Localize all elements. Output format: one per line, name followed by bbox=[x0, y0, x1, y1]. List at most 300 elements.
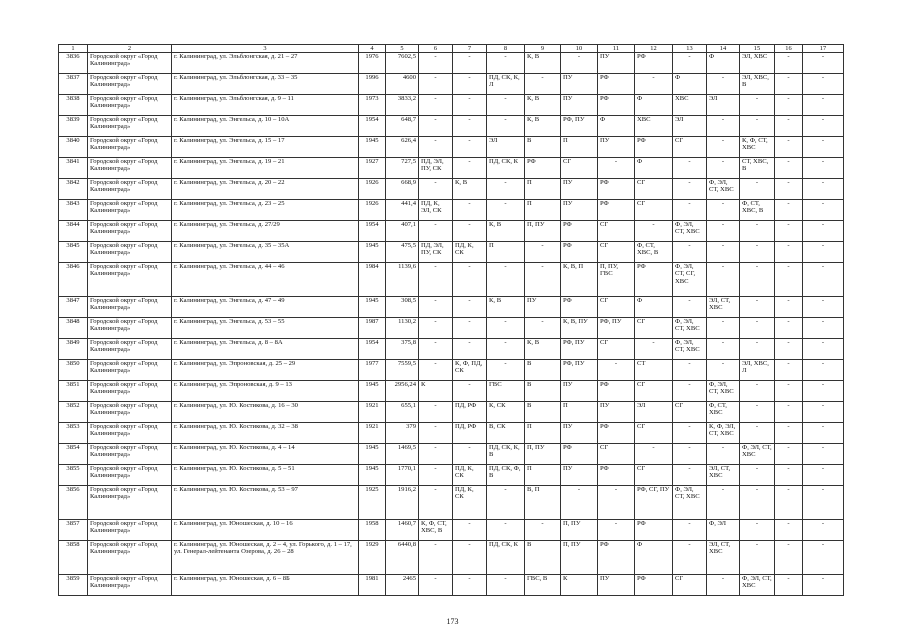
table-cell: - bbox=[673, 179, 707, 200]
column-number-cell: 1 bbox=[59, 45, 88, 53]
table-cell: 1984 bbox=[359, 263, 386, 297]
table-cell: СГ bbox=[635, 200, 673, 221]
table-cell: - bbox=[453, 116, 487, 137]
table-cell: К, В bbox=[525, 95, 561, 116]
table-cell: - bbox=[803, 221, 844, 242]
table-cell: - bbox=[775, 116, 803, 137]
table-cell: - bbox=[740, 541, 775, 575]
table-cell: К, Ф, СТ, ХВС, В bbox=[419, 520, 453, 541]
table-cell: СГ bbox=[635, 179, 673, 200]
table-cell: - bbox=[803, 339, 844, 360]
table-cell: СГ bbox=[635, 381, 673, 402]
table-cell: Городской округ «Город Калининград» bbox=[88, 297, 172, 318]
table-cell: - bbox=[419, 221, 453, 242]
table-cell: РФ bbox=[561, 221, 598, 242]
table-cell: Ф, ЭЛ, СТ, ХВС bbox=[673, 318, 707, 339]
table-cell: 2956,24 bbox=[386, 381, 419, 402]
table-row bbox=[59, 137, 844, 158]
table-cell: - bbox=[775, 74, 803, 95]
table-row bbox=[59, 444, 844, 465]
table-cell: - bbox=[775, 339, 803, 360]
table-cell: - bbox=[740, 242, 775, 263]
table-cell: г. Калининград, ул. Ю. Костикова, д. 16 – 30 bbox=[172, 402, 359, 423]
table-cell: г. Калининград, ул. Энгельса, д. 44 – 46 bbox=[172, 263, 359, 297]
table-cell: ХВС bbox=[635, 116, 673, 137]
table-cell: - bbox=[673, 465, 707, 486]
table-cell: 1945 bbox=[359, 381, 386, 402]
table-cell: - bbox=[487, 179, 525, 200]
table-cell: Городской округ «Город Калининград» bbox=[88, 74, 172, 95]
table-cell: ЭЛ, ХВС, В bbox=[740, 74, 775, 95]
table-cell: - bbox=[419, 444, 453, 465]
table-cell: - bbox=[419, 116, 453, 137]
table-cell: - bbox=[525, 242, 561, 263]
table-cell: - bbox=[803, 74, 844, 95]
table-cell: г. Калининград, ул. Ю. Костикова, д. 53 – 97 bbox=[172, 486, 359, 520]
table-cell: - bbox=[453, 200, 487, 221]
table-cell: Ф bbox=[707, 53, 740, 74]
table-cell: Ф, СТ, ХВС, В bbox=[740, 200, 775, 221]
table-cell: - bbox=[740, 402, 775, 423]
table-cell: - bbox=[775, 137, 803, 158]
table-cell: - bbox=[775, 242, 803, 263]
table-cell: Городской округ «Город Калининград» bbox=[88, 465, 172, 486]
table-cell: Городской округ «Город Калининград» bbox=[88, 318, 172, 339]
table-cell: - bbox=[775, 263, 803, 297]
table-cell: П bbox=[525, 423, 561, 444]
table-cell: К bbox=[419, 381, 453, 402]
table-cell: 1945 bbox=[359, 465, 386, 486]
table-cell: - bbox=[453, 221, 487, 242]
table-cell: ГВС, В bbox=[525, 575, 561, 596]
table-cell: ПД, ЭЛ, ПУ, СК bbox=[419, 242, 453, 263]
table-cell: 648,7 bbox=[386, 116, 419, 137]
table-cell: РФ bbox=[598, 465, 635, 486]
table-cell: - bbox=[453, 381, 487, 402]
table-cell: РФ bbox=[635, 53, 673, 74]
table-cell: - bbox=[635, 444, 673, 465]
table-cell: Городской округ «Город Калининград» bbox=[88, 381, 172, 402]
table-cell: - bbox=[740, 221, 775, 242]
table-cell: - bbox=[487, 53, 525, 74]
table-cell: 3850 bbox=[59, 360, 88, 381]
table-cell: - bbox=[453, 520, 487, 541]
table-cell: П bbox=[525, 200, 561, 221]
table-cell: ПД, СК, К, В bbox=[487, 444, 525, 465]
table-cell: К, В, ПУ bbox=[561, 318, 598, 339]
table-cell: ЭЛ bbox=[635, 402, 673, 423]
table-cell: г. Калининград, ул. Ю. Костикова, д. 4 – 14 bbox=[172, 444, 359, 465]
table-cell: Ф bbox=[635, 95, 673, 116]
table-cell: - bbox=[673, 444, 707, 465]
table-cell: - bbox=[598, 158, 635, 179]
table-cell: - bbox=[740, 179, 775, 200]
table-cell: - bbox=[775, 360, 803, 381]
table-cell: - bbox=[673, 541, 707, 575]
table-cell: - bbox=[707, 339, 740, 360]
table-cell: - bbox=[775, 297, 803, 318]
table-cell: - bbox=[487, 360, 525, 381]
table-cell: ПД, СК, К bbox=[487, 541, 525, 575]
table-cell: г. Калининград, ул. Энгельса, д. 35 – 35А bbox=[172, 242, 359, 263]
table-cell: Городской округ «Город Калининград» bbox=[88, 360, 172, 381]
table-cell: - bbox=[775, 200, 803, 221]
table-cell: Городской округ «Город Калининград» bbox=[88, 95, 172, 116]
table-cell: г. Калининград, ул. Юношеская, д. 10 – 16 bbox=[172, 520, 359, 541]
table-cell: ПД, ЭЛ, ПУ, СК bbox=[419, 158, 453, 179]
table-cell: Городской округ «Город Калининград» bbox=[88, 444, 172, 465]
table-cell: Ф, ЭЛ, СТ, ХВС bbox=[673, 486, 707, 520]
table-cell: - bbox=[740, 423, 775, 444]
table-cell: г. Калининград, ул. Юношеская, д. 6 – 8Б bbox=[172, 575, 359, 596]
table-row bbox=[59, 402, 844, 423]
table-cell: - bbox=[707, 486, 740, 520]
table-row bbox=[59, 318, 844, 339]
table-row bbox=[59, 200, 844, 221]
table-cell: Ф bbox=[635, 297, 673, 318]
table-cell: П, ПУ, ГВС bbox=[598, 263, 635, 297]
table-cell: 655,1 bbox=[386, 402, 419, 423]
table-cell: К, В bbox=[525, 339, 561, 360]
table-cell: г. Калининград, ул. Энгельса, д. 10 – 10А bbox=[172, 116, 359, 137]
table-cell: П bbox=[525, 179, 561, 200]
table-cell: - bbox=[803, 444, 844, 465]
table-cell: - bbox=[740, 339, 775, 360]
table-cell: - bbox=[487, 318, 525, 339]
table-cell: 3848 bbox=[59, 318, 88, 339]
table-cell: ПД, РФ bbox=[453, 423, 487, 444]
table-cell: 3854 bbox=[59, 444, 88, 465]
table-cell: 1926 bbox=[359, 200, 386, 221]
table-cell: ЭЛ bbox=[487, 137, 525, 158]
table-cell: СГ bbox=[635, 465, 673, 486]
table-cell: 3842 bbox=[59, 179, 88, 200]
table-cell: К, В, П bbox=[561, 263, 598, 297]
table-cell: 3841 bbox=[59, 158, 88, 179]
table-row bbox=[59, 486, 844, 520]
table-cell: ПУ bbox=[561, 200, 598, 221]
table-row bbox=[59, 221, 844, 242]
table-cell: 3839 bbox=[59, 116, 88, 137]
table-cell: - bbox=[673, 158, 707, 179]
table-cell: РФ bbox=[635, 137, 673, 158]
table-cell: ПД, РФ bbox=[453, 402, 487, 423]
column-number-cell: 10 bbox=[561, 45, 598, 53]
table-cell: РФ bbox=[598, 95, 635, 116]
table-cell: г. Калининград, ул. Ю. Костикова, д. 5 – 51 bbox=[172, 465, 359, 486]
table-cell: - bbox=[419, 423, 453, 444]
table-cell: ПУ bbox=[598, 53, 635, 74]
table-cell: СГ bbox=[598, 221, 635, 242]
table-cell: 3853 bbox=[59, 423, 88, 444]
table-cell: П bbox=[487, 242, 525, 263]
table-cell: Ф bbox=[635, 158, 673, 179]
table-cell: 1945 bbox=[359, 242, 386, 263]
table-cell: РФ bbox=[598, 381, 635, 402]
table-cell: - bbox=[707, 444, 740, 465]
table-cell: - bbox=[740, 381, 775, 402]
table-cell: - bbox=[803, 318, 844, 339]
table-cell: П, ПУ bbox=[561, 541, 598, 575]
table-row bbox=[59, 263, 844, 297]
column-number-cell: 4 bbox=[359, 45, 386, 53]
table-cell: - bbox=[707, 116, 740, 137]
table-cell: Городской округ «Город Калининград» bbox=[88, 242, 172, 263]
table-cell: РФ bbox=[635, 575, 673, 596]
table-cell: - bbox=[707, 158, 740, 179]
table-cell: - bbox=[419, 402, 453, 423]
table-cell: ЭЛ, ХВС, Л bbox=[740, 360, 775, 381]
table-cell: 3843 bbox=[59, 200, 88, 221]
table-cell: - bbox=[487, 339, 525, 360]
column-number-cell: 7 bbox=[453, 45, 487, 53]
table-cell: ПД, К, СК bbox=[453, 242, 487, 263]
table-cell: В, П bbox=[525, 486, 561, 520]
table-row bbox=[59, 95, 844, 116]
table-cell: 1976 bbox=[359, 53, 386, 74]
table-cell: Городской округ «Город Калининград» bbox=[88, 179, 172, 200]
table-cell: РФ bbox=[561, 444, 598, 465]
table-cell: - bbox=[453, 339, 487, 360]
table-cell: - bbox=[803, 465, 844, 486]
table-cell: Городской округ «Город Калининград» bbox=[88, 541, 172, 575]
table-cell: - bbox=[419, 95, 453, 116]
table-cell: - bbox=[803, 116, 844, 137]
table-cell: ПУ bbox=[561, 423, 598, 444]
table-cell: - bbox=[707, 137, 740, 158]
table-cell: СГ bbox=[598, 297, 635, 318]
table-cell: г. Калининград, ул. Энгельса, д. 47 – 49 bbox=[172, 297, 359, 318]
table-cell: 1469,5 bbox=[386, 444, 419, 465]
table-cell: г. Калининград, ул. Энгельса, д. 27/29 bbox=[172, 221, 359, 242]
table-cell: СГ bbox=[598, 339, 635, 360]
table-cell: Ф, ЭЛ, СТ, ХВС bbox=[673, 339, 707, 360]
table-cell: 1958 bbox=[359, 520, 386, 541]
table-cell: - bbox=[453, 263, 487, 297]
table-cell: - bbox=[419, 318, 453, 339]
table-cell: - bbox=[740, 297, 775, 318]
table-cell: - bbox=[598, 486, 635, 520]
table-row bbox=[59, 575, 844, 596]
table-row bbox=[59, 360, 844, 381]
table-cell: - bbox=[487, 486, 525, 520]
register-sheet bbox=[58, 44, 844, 596]
table-cell: - bbox=[673, 242, 707, 263]
table-cell: В bbox=[525, 381, 561, 402]
table-cell: 3852 bbox=[59, 402, 88, 423]
table-cell: - bbox=[775, 158, 803, 179]
column-number-cell: 11 bbox=[598, 45, 635, 53]
table-cell: РФ bbox=[635, 520, 673, 541]
table-cell: - bbox=[487, 200, 525, 221]
table-cell: ЭЛ, СТ, ХВС bbox=[707, 541, 740, 575]
table-cell: - bbox=[453, 541, 487, 575]
table-cell: 3859 bbox=[59, 575, 88, 596]
table-cell: Ф, ЭЛ, СТ, СГ, ХВС bbox=[673, 263, 707, 297]
table-cell: - bbox=[803, 95, 844, 116]
table-cell: г. Калининград, ул. Энгельса, д. 53 – 55 bbox=[172, 318, 359, 339]
table-cell: - bbox=[598, 520, 635, 541]
table-cell: - bbox=[740, 318, 775, 339]
table-cell: 1977 bbox=[359, 360, 386, 381]
table-cell: Ф, ЭЛ, СТ, ХВС bbox=[707, 381, 740, 402]
table-cell: - bbox=[740, 486, 775, 520]
table-cell: 3844 bbox=[59, 221, 88, 242]
table-cell: - bbox=[775, 179, 803, 200]
table-cell: ПУ bbox=[598, 575, 635, 596]
table-cell: РФ, ПУ bbox=[561, 339, 598, 360]
table-cell: - bbox=[775, 318, 803, 339]
table-cell: 727,5 bbox=[386, 158, 419, 179]
table-cell: 1130,2 bbox=[386, 318, 419, 339]
table-cell: Ф, СТ, ХВС, В bbox=[635, 242, 673, 263]
table-cell: - bbox=[740, 95, 775, 116]
table-cell: - bbox=[419, 137, 453, 158]
table-cell: 1973 bbox=[359, 95, 386, 116]
table-cell: В bbox=[525, 360, 561, 381]
table-cell: - bbox=[673, 297, 707, 318]
table-cell: - bbox=[775, 53, 803, 74]
table-cell: К, В bbox=[525, 116, 561, 137]
table-cell: - bbox=[525, 74, 561, 95]
table-cell: - bbox=[707, 263, 740, 297]
table-row bbox=[59, 53, 844, 74]
table-cell: Городской округ «Город Калининград» bbox=[88, 520, 172, 541]
table-cell: ЭЛ, ХВС bbox=[740, 53, 775, 74]
table-cell: П bbox=[561, 402, 598, 423]
table-cell: г. Калининград, ул. Эпроновская, д. 9 – 13 bbox=[172, 381, 359, 402]
table-cell: г. Калининград, ул. Юношеская, д. 2 – 4, ул. Горького, д. 1 – 17, ул. Генерал-лейтенанта Озерова, д. 26 – 28 bbox=[172, 541, 359, 575]
table-cell: Ф bbox=[673, 74, 707, 95]
table-cell: Городской округ «Город Калининград» bbox=[88, 200, 172, 221]
column-number-cell: 8 bbox=[487, 45, 525, 53]
table-cell: 1987 bbox=[359, 318, 386, 339]
table-cell: 3858 bbox=[59, 541, 88, 575]
table-row bbox=[59, 520, 844, 541]
table-cell: 1927 bbox=[359, 158, 386, 179]
table-cell: 4600 bbox=[386, 74, 419, 95]
table-cell: - bbox=[525, 520, 561, 541]
table-cell: К, В bbox=[487, 221, 525, 242]
table-cell: - bbox=[803, 575, 844, 596]
table-cell: 308,5 bbox=[386, 297, 419, 318]
column-number-row bbox=[59, 45, 844, 53]
table-cell: - bbox=[803, 53, 844, 74]
table-cell: РФ, ПУ bbox=[561, 116, 598, 137]
table-cell: СГ bbox=[673, 575, 707, 596]
table-cell: ПД, СК, К bbox=[487, 158, 525, 179]
table-cell: ПУ bbox=[561, 381, 598, 402]
column-number-cell: 9 bbox=[525, 45, 561, 53]
table-row bbox=[59, 158, 844, 179]
table-cell: СГ bbox=[635, 318, 673, 339]
table-cell: Городской округ «Город Калининград» bbox=[88, 221, 172, 242]
table-cell: - bbox=[740, 263, 775, 297]
table-cell: - bbox=[803, 263, 844, 297]
table-cell: РФ bbox=[598, 541, 635, 575]
table-cell: - bbox=[453, 95, 487, 116]
table-cell: ПУ bbox=[561, 465, 598, 486]
table-cell: В bbox=[525, 402, 561, 423]
table-cell: ПД, К, ЭЛ, СК bbox=[419, 200, 453, 221]
table-cell: Ф, ЭЛ, СТ, ХВС bbox=[740, 575, 775, 596]
table-cell: - bbox=[803, 360, 844, 381]
table-cell: - bbox=[561, 486, 598, 520]
table-cell: 379 bbox=[386, 423, 419, 444]
table-cell: - bbox=[453, 297, 487, 318]
table-cell: - bbox=[803, 200, 844, 221]
table-cell: - bbox=[803, 486, 844, 520]
table-cell: 1954 bbox=[359, 116, 386, 137]
table-cell: - bbox=[419, 74, 453, 95]
table-cell: г. Калининград, ул. Энгельса, д. 15 – 17 bbox=[172, 137, 359, 158]
table-cell: 3836 bbox=[59, 53, 88, 74]
table-cell: ПД, К, СК bbox=[453, 486, 487, 520]
table-cell: ЭЛ, СТ, ХВС bbox=[707, 297, 740, 318]
table-cell: 3851 bbox=[59, 381, 88, 402]
table-cell: - bbox=[740, 116, 775, 137]
table-cell: - bbox=[707, 242, 740, 263]
table-cell: - bbox=[740, 465, 775, 486]
table-cell: ПУ bbox=[598, 402, 635, 423]
table-cell: - bbox=[775, 575, 803, 596]
table-cell: - bbox=[598, 360, 635, 381]
table-cell: Ф, ЭЛ, СТ, ХВС bbox=[740, 444, 775, 465]
table-cell: - bbox=[740, 520, 775, 541]
table-cell: 1945 bbox=[359, 297, 386, 318]
table-cell: 3856 bbox=[59, 486, 88, 520]
table-cell: - bbox=[775, 381, 803, 402]
table-cell: г. Калининград, ул. Энгельса, д. 23 – 25 bbox=[172, 200, 359, 221]
table-cell: - bbox=[453, 444, 487, 465]
column-number-cell: 2 bbox=[88, 45, 172, 53]
table-cell: 3849 bbox=[59, 339, 88, 360]
table-cell: РФ bbox=[598, 179, 635, 200]
table-cell: 7602,5 bbox=[386, 53, 419, 74]
table-cell: Ф, ЭЛ bbox=[707, 520, 740, 541]
table-cell: 668,9 bbox=[386, 179, 419, 200]
table-cell: - bbox=[707, 360, 740, 381]
table-cell: СТ, ХВС, В bbox=[740, 158, 775, 179]
column-number-cell: 13 bbox=[673, 45, 707, 53]
table-cell: В bbox=[525, 541, 561, 575]
table-cell: К, Ф, ЭЛ, СТ, ХВС bbox=[707, 423, 740, 444]
table-cell: г. Калининград, ул. Ю. Костикова, д. 32 – 38 bbox=[172, 423, 359, 444]
table-cell: ГВС bbox=[487, 381, 525, 402]
table-row bbox=[59, 179, 844, 200]
table-cell: Ф, СТ, ХВС bbox=[707, 402, 740, 423]
table-cell: - bbox=[707, 221, 740, 242]
table-cell: - bbox=[803, 402, 844, 423]
table-cell: - bbox=[419, 465, 453, 486]
table-cell: - bbox=[673, 200, 707, 221]
table-cell: СГ bbox=[673, 137, 707, 158]
table-cell: - bbox=[775, 541, 803, 575]
table-row bbox=[59, 541, 844, 575]
table-cell: - bbox=[419, 360, 453, 381]
table-cell: П, ПУ bbox=[525, 221, 561, 242]
table-cell: 1996 bbox=[359, 74, 386, 95]
table-cell: К, В bbox=[525, 53, 561, 74]
table-cell: ЭЛ bbox=[673, 116, 707, 137]
table-cell: 1921 bbox=[359, 402, 386, 423]
table-cell: - bbox=[453, 53, 487, 74]
table-cell: 1929 bbox=[359, 541, 386, 575]
table-cell: Ф, ЭЛ, СТ, ХВС bbox=[707, 179, 740, 200]
table-cell: г. Калининград, ул. Энгельса, д. 8 – 8А bbox=[172, 339, 359, 360]
table-cell: Городской округ «Город Калининград» bbox=[88, 423, 172, 444]
table-row bbox=[59, 116, 844, 137]
